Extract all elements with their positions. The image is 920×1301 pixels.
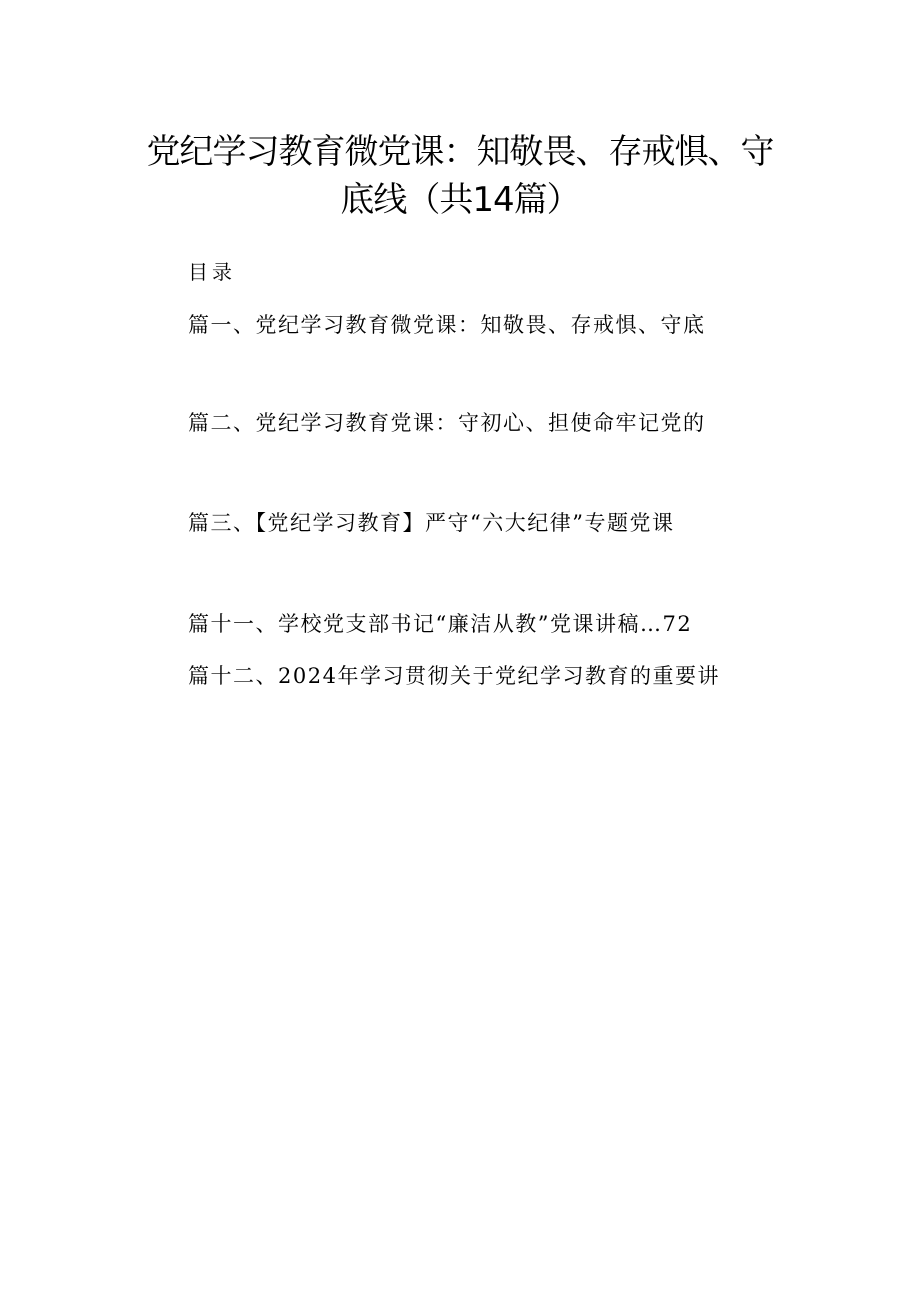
document-title-line-2: 底线（共14篇） [340, 180, 580, 220]
toc-item[interactable]: 篇十一、学校党支部书记“廉洁从教”党课讲稿…72 [188, 612, 693, 636]
toc-item[interactable]: 篇一、党纪学习教育微党课：知敬畏、存戒惧、守底 [188, 313, 706, 337]
toc-item[interactable]: 篇十二、2024年学习贯彻关于党纪学习教育的重要讲 [188, 664, 720, 688]
document-title-line-1: 党纪学习教育微党课：知敬畏、存戒惧、守 [146, 132, 774, 172]
toc-heading: 目录 [188, 260, 236, 284]
toc-item[interactable]: 篇二、党纪学习教育党课：守初心、担使命牢记党的 [188, 411, 706, 435]
toc-item[interactable]: 篇三、【党纪学习教育】严守“六大纪律”专题党课 [188, 511, 675, 535]
document-title [0, 128, 920, 224]
